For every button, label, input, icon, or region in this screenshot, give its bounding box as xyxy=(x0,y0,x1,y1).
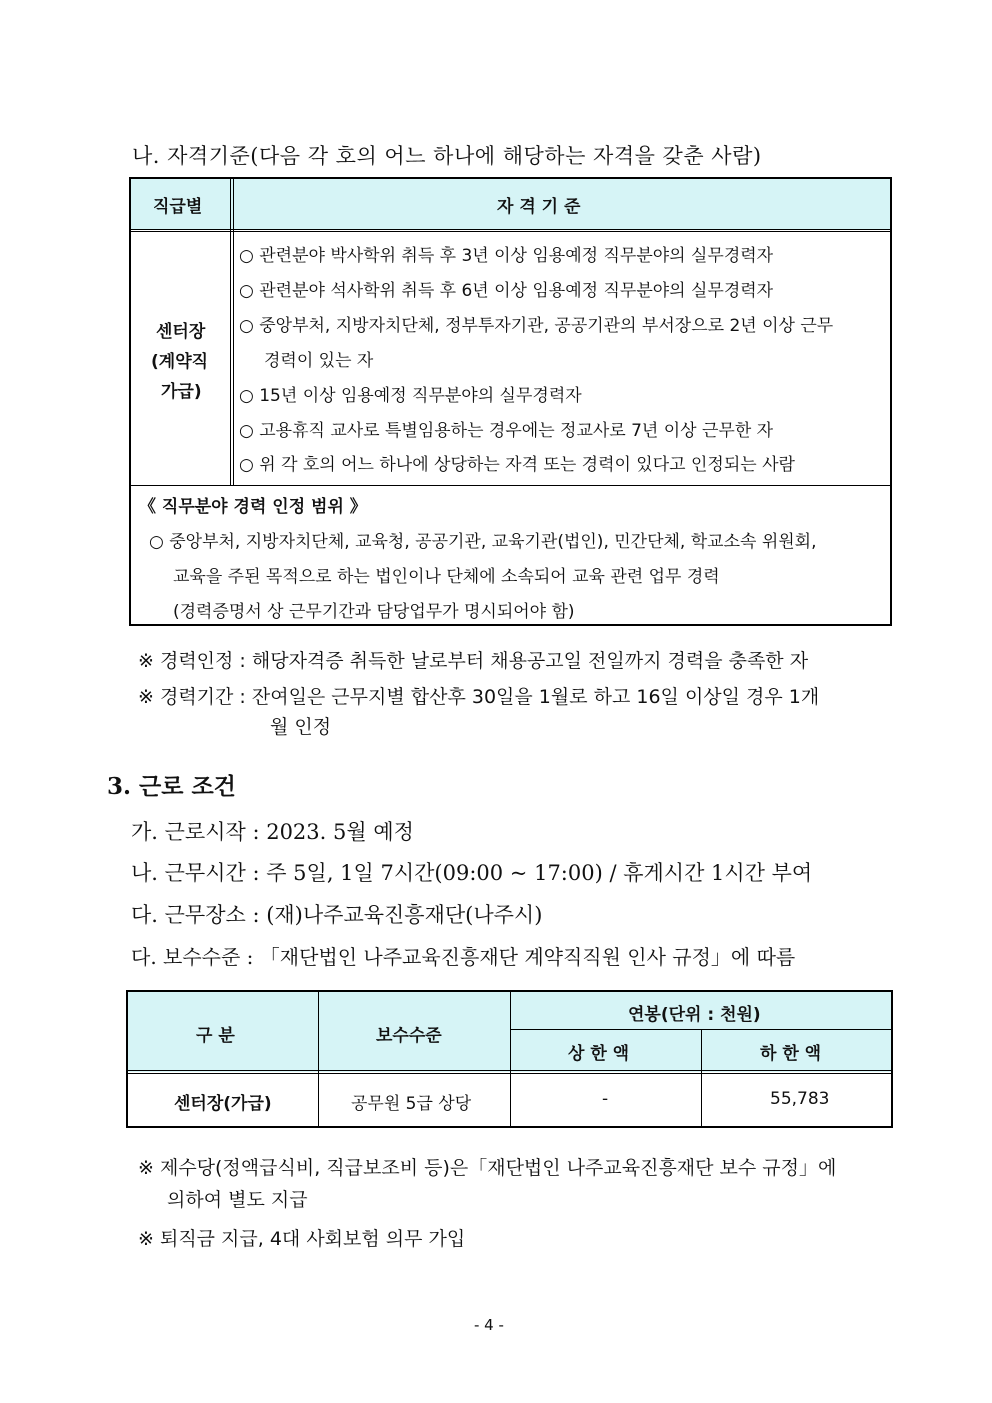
note-allowance: ※ 제수당(정액급식비, 직급보조비 등)은「재단법인 나주교육진흥재단 보수 규정」에 xyxy=(138,1157,837,1179)
qualification-table xyxy=(129,177,892,626)
work-condition-pay: 다. 보수수준 : 「재단법인 나주교육진흥재단 계약직직원 인사 규정」에 따름 xyxy=(131,945,796,969)
pay-row-upper: - xyxy=(602,1089,609,1109)
criteria-item: ○ 관련분야 석사학위 취득 후 6년 이상 임용예정 직무분야의 실무경력자 xyxy=(239,281,774,301)
career-scope-line: ○ 중앙부처, 지방자치단체, 교육청, 공공기관, 교육기관(법인), 민간단체, 학교소속 위원회, xyxy=(149,532,817,552)
section-qualification-title: 나. 자격기준(다음 각 호의 어느 하나에 해당하는 자격을 갖춘 사람) xyxy=(132,144,762,168)
pay-col-lower: 하 한 액 xyxy=(760,1044,822,1064)
note-allowance-continuation: 의하여 별도 지급 xyxy=(167,1189,308,1211)
note-career-period: ※ 경력기간 : 잔여일은 근무지별 합산후 30일을 1월로 하고 16일 이상일 경우 1개 xyxy=(138,686,820,708)
criteria-item-continuation: 경력이 있는 자 xyxy=(264,351,374,371)
position-name-line1: 센터장 xyxy=(156,322,206,342)
pay-row-lower: 55,783 xyxy=(770,1089,830,1109)
pay-col-level: 보수수준 xyxy=(376,1026,442,1046)
position-name-line2: (계약직 xyxy=(151,352,209,372)
page-number: - 4 - xyxy=(474,1316,504,1334)
pay-table xyxy=(126,990,893,1128)
section3-title: 3. 근로 조건 xyxy=(107,773,236,800)
note-career-period-continuation: 월 인정 xyxy=(270,716,332,738)
work-condition-start: 가. 근로시작 : 2023. 5월 예정 xyxy=(131,820,414,844)
career-scope-line: 교육을 주된 목적으로 하는 법인이나 단체에 소속되어 교육 관련 업무 경력 xyxy=(173,567,720,587)
note-career-recognition: ※ 경력인정 : 해당자격증 취득한 날로부터 채용공고일 전일까지 경력을 충족한 자 xyxy=(138,650,809,672)
pay-col-annual: 연봉(단위 : 천원) xyxy=(628,1005,761,1025)
col-header-position: 직급별 xyxy=(153,197,203,217)
career-scope-line: (경력증명서 상 근무기간과 담당업무가 명시되어야 함) xyxy=(173,602,575,622)
note-severance-insurance: ※ 퇴직금 지급, 4대 사회보험 의무 가입 xyxy=(138,1228,466,1250)
position-name-line3: 가급) xyxy=(161,382,202,402)
pay-col-upper: 상 한 액 xyxy=(568,1044,630,1064)
col-header-criteria: 자 격 기 준 xyxy=(497,197,581,217)
work-condition-hours: 나. 근무시간 : 주 5일, 1일 7시간(09:00 ~ 17:00) / 휴게시간 1시간 부여 xyxy=(131,861,813,885)
pay-row-level: 공무원 5급 상당 xyxy=(351,1094,472,1114)
pay-col-division: 구 분 xyxy=(196,1026,235,1046)
career-scope-title: 《 직무분야 경력 인정 범위 》 xyxy=(139,497,367,517)
criteria-item: ○ 중앙부처, 지방자치단체, 정부투자기관, 공공기관의 부서장으로 2년 이상 근무 xyxy=(239,316,834,336)
criteria-item: ○ 관련분야 박사학위 취득 후 3년 이상 임용예정 직무분야의 실무경력자 xyxy=(239,246,774,266)
pay-row-division: 센터장(가급) xyxy=(174,1094,272,1114)
criteria-item: ○ 위 각 호의 어느 하나에 상당하는 자격 또는 경력이 있다고 인정되는 사람 xyxy=(239,455,795,475)
work-condition-location: 다. 근무장소 : (재)나주교육진흥재단(나주시) xyxy=(131,903,543,927)
criteria-item: ○ 15년 이상 임용예정 직무분야의 실무경력자 xyxy=(239,386,582,406)
criteria-item: ○ 고용휴직 교사로 특별임용하는 경우에는 정교사로 7년 이상 근무한 자 xyxy=(239,421,774,441)
